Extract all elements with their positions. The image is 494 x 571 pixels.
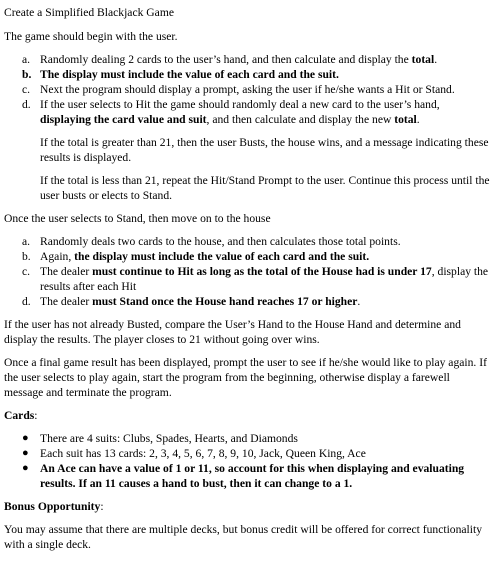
text-run: Randomly deals two cards to the house, and then calculates those total points.: [40, 235, 401, 248]
list-item-text: [40, 264, 490, 294]
list-item: [4, 294, 490, 309]
bonus-heading-text: Bonus Opportunity: [4, 500, 101, 513]
list-marker: d.: [22, 98, 31, 111]
replay-paragraph: Once a final game result has been displayed, prompt the user to see if he/she would like to play again. If the user selects to play again, start the program from the beginning, otherwise display a farewell message and terminate the program.: [4, 356, 487, 399]
list-marker: c.: [22, 265, 31, 278]
text-run: If the user selects to Hit the game should randomly deal a new card to the user’s hand,: [40, 98, 440, 111]
list-item: [4, 97, 490, 203]
list-item-text: [40, 52, 490, 67]
text-run: Again,: [40, 250, 75, 263]
bullet-item: [4, 461, 490, 491]
text-run: Each suit has 13 cards: 2, 3, 4, 5, 6, 7, 8, 9, 10, Jack, Queen King, Ace: [40, 447, 366, 460]
house-steps-list: [4, 234, 490, 309]
bullet-item: [4, 446, 490, 461]
bold-text-run: total: [394, 113, 417, 126]
list-item: [4, 234, 490, 249]
text-run: .: [434, 53, 438, 66]
list-marker: c.: [22, 83, 31, 96]
bullet-icon: ●: [22, 462, 29, 474]
bonus-heading-colon: :: [100, 500, 104, 513]
compare-paragraph: If the user has not already Busted, compare the User’s Hand to the House Hand and determine and display the results. The player closes to 21 without going over wins.: [4, 318, 461, 346]
text-run: , display the results after each Hit: [40, 265, 489, 293]
list-marker: d.: [22, 295, 31, 308]
cards-heading-colon: :: [34, 409, 38, 422]
document-title: Create a Simplified Blackjack Game: [4, 6, 174, 19]
text-run: Next the program should display a prompt, asking the user if he/she wants a Hit or Stand.: [40, 83, 455, 96]
bonus-paragraph: You may assume that there are multiple decks, but bonus credit will be offered for correct functionality with a single deck.: [4, 523, 482, 551]
text-run: .: [416, 113, 420, 126]
bullet-item: [4, 431, 490, 446]
list-marker: b.: [22, 250, 31, 263]
bold-text-run: total: [411, 53, 435, 66]
text-run: The dealer: [40, 265, 93, 278]
list-marker: a.: [22, 53, 31, 66]
bold-text-run: must Stand once the House hand reaches 17 or higher: [92, 295, 358, 308]
sub-paragraph: If the total is greater than 21, then the user Busts, the house wins, and a message indicating these results is displayed.: [40, 136, 489, 164]
list-item-text: [40, 82, 490, 97]
list-item: [4, 249, 490, 264]
list-item: [4, 264, 490, 294]
cards-list: [4, 431, 490, 491]
bold-text-run: must continue to Hit as long as the total of the House had is under 17: [92, 265, 432, 278]
list-item-text: [40, 431, 490, 446]
list-item: [4, 82, 490, 97]
bold-text-run: An Ace can have a value of 1 or 11, so account for this when displaying and evaluating results. If an 11 causes a hand to bust, then it can change to a 1.: [40, 462, 465, 490]
text-run: .: [357, 295, 361, 308]
bonus-heading: [4, 499, 490, 514]
list-item-text: [40, 97, 490, 127]
text-run: The dealer: [40, 295, 93, 308]
list-item-text: [40, 249, 490, 264]
text-run: There are 4 suits: Clubs, Spades, Hearts, and Diamonds: [40, 432, 298, 445]
sub-paragraph: If the total is less than 21, repeat the Hit/Stand Prompt to the user. Continue this process until the user busts or elects to Stand.: [40, 174, 490, 202]
text-run: Randomly dealing 2 cards to the user’s hand, and then calculate and display the: [40, 53, 412, 66]
cards-heading: [4, 408, 490, 423]
bold-text-run: The display must include the value of each card and the suit.: [40, 68, 339, 81]
list-item-text: [40, 461, 490, 491]
list-item-text: [40, 67, 490, 82]
text-run: , and then calculate and display the new: [206, 113, 395, 126]
list-item: [4, 67, 490, 82]
bullet-icon: ●: [22, 432, 29, 444]
bold-text-run: the display must include the value of each card and the suit.: [74, 250, 370, 263]
list-item-text: [40, 446, 490, 461]
intro-paragraph: The game should begin with the user.: [4, 30, 178, 43]
list-marker: b.: [22, 68, 32, 81]
user-steps-list: [4, 52, 490, 203]
list-item-text: [40, 234, 490, 249]
bold-text-run: displaying the card value and suit: [40, 113, 207, 126]
bullet-icon: ●: [22, 447, 29, 459]
house-intro-paragraph: Once the user selects to Stand, then move on to the house: [4, 212, 271, 225]
list-item-text: [40, 294, 490, 309]
cards-heading-text: Cards: [4, 409, 35, 422]
list-marker: a.: [22, 235, 31, 248]
list-item: [4, 52, 490, 67]
